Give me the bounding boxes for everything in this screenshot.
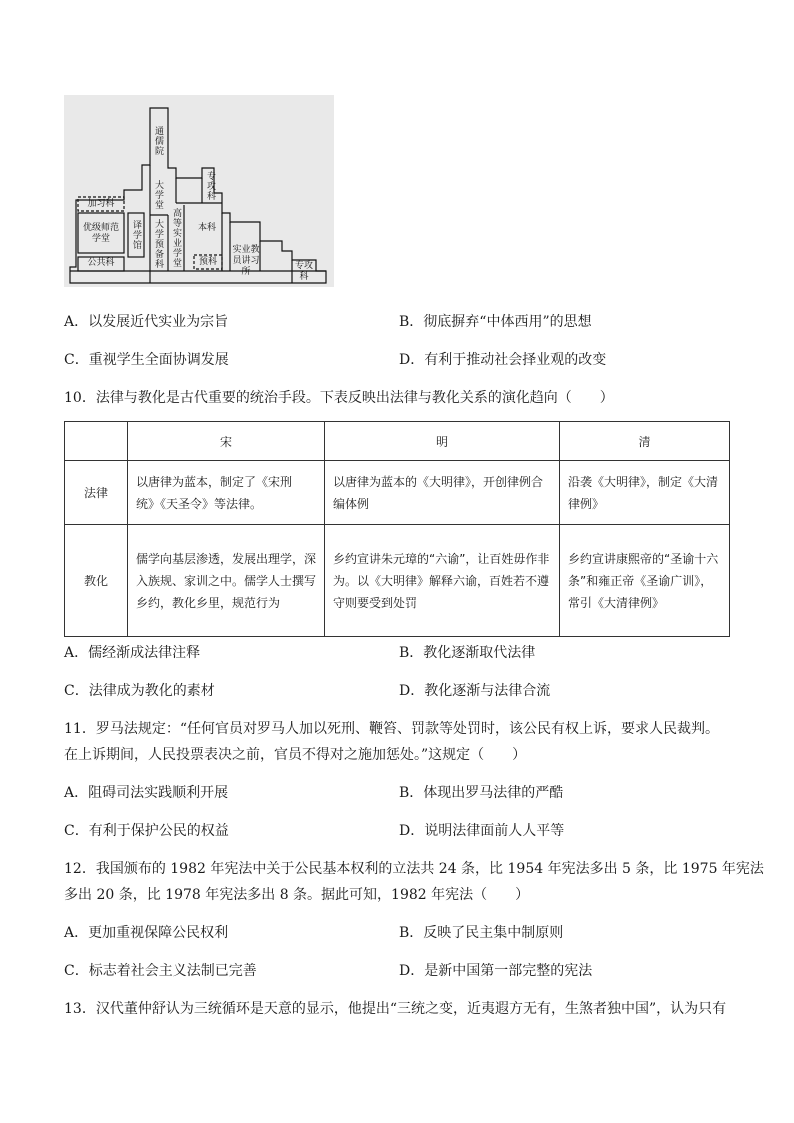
table-header-song: 宋 [128, 422, 325, 461]
school-system-diagram [64, 95, 334, 287]
q11-option-d[interactable]: D．说明法律面前人人平等 [399, 823, 565, 839]
label-yuke: 预科 [198, 257, 217, 267]
table-cell: 乡约宣讲康熙帝的“圣谕十六条”和雍正帝《圣谕广训》，常引《大清律例》 [560, 525, 730, 637]
table-cell: 以唐律为蓝本，制定了《宋刑统》《天圣令》等法律。 [128, 461, 325, 525]
q12-option-a[interactable]: A．更加重视保障公民权利 [64, 925, 229, 941]
q9-option-a[interactable]: A．以发展近代实业为宗旨 [64, 314, 229, 330]
row-label-law: 法律 [65, 461, 128, 525]
table-cell: 以唐律为蓝本的《大明律》，开创律例合编体例 [325, 461, 560, 525]
table-header-ming: 明 [325, 422, 560, 461]
q11-option-a[interactable]: A．阻碍司法实践顺利开展 [64, 785, 229, 801]
q9-option-b[interactable]: B．彻底摒弃“中体西用”的思想 [399, 314, 592, 330]
table-cell: 乡约宣讲朱元璋的“六谕”，让百姓毋作非为。以《大明律》解释六谕，百姓若不遵守则要受到处罚 [325, 525, 560, 637]
label-daxuetang: 大学堂 [153, 180, 163, 210]
label-shiye: 实业教员讲习所 [232, 245, 260, 277]
label-gaodeng: 高等实业学堂 [171, 208, 181, 268]
table-row [65, 525, 730, 637]
label-benke: 本科 [197, 223, 216, 233]
label-yixue: 译学馆 [131, 220, 141, 250]
q13-stem-line1: 13．汉代董仲舒认为三统循环是天意的显示，他提出“三统之变，近夷遐方无有，生煞者独中国”，认为只有 [64, 1001, 727, 1017]
q11-stem-line1: 11．罗马法规定：“任何官员对罗马人加以死刑、鞭笞、罚款等处罚时，该公民有权上诉，要求人民裁判。 [64, 721, 719, 737]
label-youji: 优级师范学堂 [82, 223, 119, 244]
label-dayuke: 大学预备科 [153, 219, 163, 269]
q9-option-c[interactable]: C．重视学生全面协调发展 [64, 352, 229, 368]
label-gonggong: 公共科 [87, 258, 115, 268]
table-header-row [65, 422, 730, 461]
q11-option-b[interactable]: B．体现出罗马法律的严酷 [399, 785, 564, 801]
q10-option-c[interactable]: C．法律成为教化的素材 [64, 683, 215, 699]
q10-option-d[interactable]: D．教化逐渐与法律合流 [399, 683, 551, 699]
q10-option-a[interactable]: A．儒经渐成法律注释 [64, 645, 201, 661]
table-header-qing: 清 [560, 422, 730, 461]
label-jiaxike: 加习科 [87, 199, 115, 209]
label-zhuangong-top: 专攻科 [205, 171, 215, 201]
label-tongru: 通儒院 [153, 126, 163, 156]
table-cell: 沿袭《大明律》，制定《大清律例》 [560, 461, 730, 525]
law-education-table [64, 421, 730, 637]
table-corner [65, 422, 128, 461]
q12-stem-line2: 多出 20 条，比 1978 年宪法多出 8 条。据此可知，1982 年宪法（ ） [64, 887, 530, 903]
q10-option-b[interactable]: B．教化逐渐取代法律 [399, 645, 536, 661]
table-cell: 儒学向基层渗透，发展出理学，深入族规、家训之中。儒学人士撰写乡约，教化乡里，规范行为 [128, 525, 325, 637]
q11-stem-line2: 在上诉期间，人民投票表决之前，官员不得对之施加惩处。”这规定（ ） [64, 747, 527, 763]
q12-stem-line1: 12．我国颁布的 1982 年宪法中关于公民基本权利的立法共 24 条，比 1954 年宪法多出 5 条，比 1975 年宪法 [64, 861, 764, 877]
label-zhuangong-low: 专攻科 [294, 261, 313, 282]
q9-option-d[interactable]: D．有利于推动社会择业观的改变 [399, 352, 607, 368]
row-label-education: 教化 [65, 525, 128, 637]
q11-option-c[interactable]: C．有利于保护公民的权益 [64, 823, 229, 839]
q12-option-b[interactable]: B．反映了民主集中制原则 [399, 925, 564, 941]
q10-stem: 10．法律与教化是古代重要的统治手段。下表反映出法律与教化关系的演化趋向（ ） [64, 390, 614, 406]
q12-option-c[interactable]: C．标志着社会主义法制已完善 [64, 963, 257, 979]
table-row [65, 461, 730, 525]
q12-option-d[interactable]: D．是新中国第一部完整的宪法 [399, 963, 593, 979]
